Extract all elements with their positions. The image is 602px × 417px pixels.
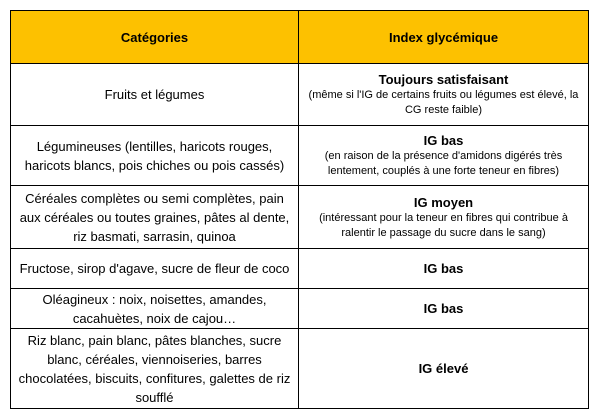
table-row — [11, 329, 589, 409]
table-row — [11, 186, 589, 249]
index-cell — [299, 289, 589, 329]
index-cell — [299, 64, 589, 126]
table-row — [11, 289, 589, 329]
index-note: (intéressant pour la teneur en fibres qui contribue à ralentir le passage du sucre dans le sang) — [319, 211, 568, 239]
index-cell — [299, 186, 589, 249]
table-row — [11, 249, 589, 289]
index-note: (en raison de la présence d'amidons digérés très lentement, couplés à une forte teneur en fibres) — [324, 150, 563, 177]
index-cell — [299, 249, 589, 289]
glycemic-index-table — [10, 10, 589, 409]
index-value: IG moyen — [413, 194, 474, 210]
header-row — [11, 11, 589, 64]
category-cell: Fructose, sirop d'agave, sucre de fleur de coco — [11, 249, 299, 289]
category-cell: Fruits et légumes — [11, 64, 299, 126]
index-value: IG élevé — [418, 361, 469, 376]
header-categories: Catégories — [11, 11, 299, 64]
index-value: Toujours satisfaisant — [378, 72, 509, 87]
table-row — [11, 126, 589, 186]
index-value: IG bas — [423, 133, 464, 148]
index-cell — [299, 126, 589, 186]
index-value: IG bas — [423, 261, 464, 276]
category-cell: Oléagineux : noix, noisettes, amandes, cacahuètes, noix de cajou… — [11, 289, 299, 329]
header-glycemic-index: Index glycémique — [299, 11, 589, 64]
category-cell: Céréales complètes ou semi complètes, pain aux céréales ou toutes graines, pâtes al dente, riz basmati, sarrasin, quinoa — [11, 186, 299, 249]
category-cell: Riz blanc, pain blanc, pâtes blanches, sucre blanc, céréales, viennoiseries, barres chocolatées, biscuits, confitures, galettes de riz soufflé — [11, 329, 299, 409]
index-note: (même si l'IG de certains fruits ou légumes est élevé, la CG reste faible) — [308, 89, 579, 116]
index-cell — [299, 329, 589, 409]
category-cell: Légumineuses (lentilles, haricots rouges, haricots blancs, pois chiches ou pois cassés) — [11, 126, 299, 186]
index-value: IG bas — [423, 301, 464, 316]
table-row — [11, 64, 589, 126]
